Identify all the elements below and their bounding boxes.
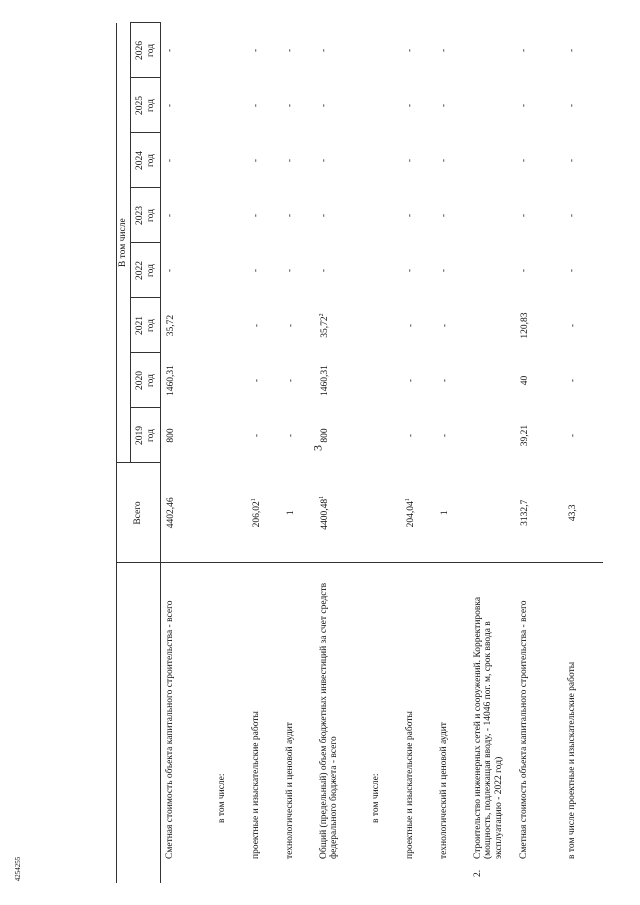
year-value: - bbox=[404, 268, 415, 273]
year-value: - bbox=[518, 103, 529, 108]
row-year-value bbox=[515, 133, 563, 188]
row-year-value bbox=[401, 353, 435, 408]
page-number: 3 bbox=[310, 445, 325, 451]
row-year-value bbox=[469, 408, 515, 463]
row-year-value bbox=[315, 408, 367, 463]
row-number bbox=[247, 863, 281, 883]
row-year-value bbox=[515, 78, 563, 133]
row-year-value bbox=[315, 78, 367, 133]
row-year-value bbox=[247, 353, 281, 408]
row-number bbox=[401, 863, 435, 883]
year-value: - bbox=[284, 103, 295, 108]
year-value: - bbox=[566, 48, 577, 53]
row-year-value bbox=[435, 133, 469, 188]
row-year-value bbox=[315, 23, 367, 78]
year-value: 35,72 bbox=[166, 314, 177, 337]
row-label: в том числе: bbox=[213, 563, 247, 863]
row-year-value bbox=[469, 298, 515, 353]
row-year-value bbox=[213, 408, 247, 463]
year-value: - bbox=[438, 158, 449, 163]
year-value: - bbox=[250, 48, 261, 53]
header-year: 2025 год bbox=[131, 78, 161, 133]
year-value: - bbox=[285, 433, 296, 438]
year-value: - bbox=[250, 158, 261, 163]
row-total-value: 1 bbox=[439, 510, 450, 516]
row-number bbox=[315, 863, 367, 883]
table-row bbox=[401, 23, 435, 883]
table-row bbox=[435, 23, 469, 883]
row-year-value bbox=[161, 78, 213, 133]
header-year: 2022 год bbox=[131, 243, 161, 298]
row-year-value bbox=[469, 78, 515, 133]
row-year-value bbox=[515, 23, 563, 78]
year-value: - bbox=[284, 158, 295, 163]
row-label: технологический и ценовой аудит bbox=[435, 563, 469, 863]
row-label: Общий (предельный) объем бюджетных инвестиций за счет средств федерального бюджета - всего bbox=[315, 563, 367, 863]
row-total bbox=[281, 463, 315, 563]
year-value: - bbox=[567, 378, 578, 383]
row-year-value bbox=[401, 298, 435, 353]
row-year-value bbox=[247, 133, 281, 188]
year-value: - bbox=[518, 213, 529, 218]
year-value: - bbox=[165, 103, 175, 108]
row-year-value bbox=[401, 408, 435, 463]
row-number: 2. bbox=[472, 869, 483, 877]
year-value: - bbox=[566, 158, 577, 163]
row-year-value bbox=[213, 243, 247, 298]
row-year-value bbox=[563, 23, 603, 78]
row-number bbox=[367, 863, 401, 883]
table-row bbox=[515, 23, 563, 883]
row-year-value bbox=[281, 188, 315, 243]
table-row bbox=[563, 23, 603, 883]
row-year-value bbox=[435, 298, 469, 353]
row-year-value bbox=[401, 133, 435, 188]
row-label: проектные и изыскательские работы bbox=[247, 563, 281, 863]
row-year-value bbox=[469, 353, 515, 408]
table-body bbox=[161, 23, 603, 883]
year-value: - bbox=[439, 433, 450, 438]
row-year-value bbox=[367, 243, 401, 298]
year-value: - bbox=[518, 48, 529, 53]
row-total bbox=[435, 463, 469, 563]
row-year-value bbox=[515, 298, 563, 353]
row-year-value bbox=[281, 408, 315, 463]
year-value: - bbox=[518, 268, 529, 273]
row-total bbox=[563, 463, 603, 563]
row-label: Сметная стоимость объекта капитального строительства - всего bbox=[515, 563, 563, 863]
row-year-value bbox=[315, 353, 367, 408]
year-value: - bbox=[405, 433, 416, 438]
row-total bbox=[469, 463, 515, 563]
footnote-marker: 2 bbox=[318, 313, 325, 317]
year-value: - bbox=[165, 268, 175, 273]
row-year-value bbox=[281, 298, 315, 353]
year-value: - bbox=[439, 323, 450, 328]
year-value: - bbox=[285, 378, 296, 383]
table-row bbox=[213, 23, 247, 883]
year-value: - bbox=[566, 268, 577, 273]
row-total bbox=[515, 463, 563, 563]
year-value: - bbox=[567, 323, 578, 328]
row-year-value bbox=[367, 78, 401, 133]
header-including: В том числе bbox=[117, 23, 131, 463]
header-year: 2024 год bbox=[131, 133, 161, 188]
budget-table bbox=[116, 22, 603, 883]
year-value: - bbox=[438, 213, 449, 218]
row-label: в том числе: bbox=[367, 563, 401, 863]
row-year-value bbox=[515, 243, 563, 298]
row-year-value bbox=[213, 353, 247, 408]
year-value: - bbox=[318, 213, 329, 218]
row-year-value bbox=[161, 408, 213, 463]
row-total bbox=[161, 463, 213, 563]
row-year-value bbox=[247, 243, 281, 298]
year-value: - bbox=[404, 158, 415, 163]
row-total-value: 1 bbox=[285, 510, 296, 516]
row-year-value bbox=[469, 133, 515, 188]
header-year: 2023 год bbox=[131, 188, 161, 243]
row-year-value bbox=[161, 243, 213, 298]
year-value: 35,72 bbox=[319, 316, 330, 338]
year-value: - bbox=[284, 48, 295, 53]
row-number bbox=[435, 863, 469, 883]
row-year-value bbox=[563, 408, 603, 463]
row-year-value bbox=[161, 353, 213, 408]
header-year: 2021 год bbox=[131, 298, 161, 353]
year-value: - bbox=[518, 158, 529, 163]
row-total-value: 4402,46 bbox=[166, 497, 177, 529]
row-year-value bbox=[367, 133, 401, 188]
row-year-value bbox=[281, 353, 315, 408]
row-total bbox=[401, 463, 435, 563]
row-year-value bbox=[435, 188, 469, 243]
year-value: 800 bbox=[319, 428, 330, 443]
rotated-table-container bbox=[116, 23, 578, 883]
row-year-value bbox=[315, 133, 367, 188]
year-value: 120,83 bbox=[519, 312, 530, 339]
footnote-marker: 1 bbox=[250, 498, 257, 502]
row-year-value bbox=[367, 353, 401, 408]
row-year-value bbox=[367, 298, 401, 353]
year-value: - bbox=[318, 103, 329, 108]
row-year-value bbox=[401, 243, 435, 298]
row-year-value bbox=[563, 298, 603, 353]
row-total bbox=[367, 463, 401, 563]
row-year-value bbox=[367, 408, 401, 463]
row-year-value bbox=[315, 188, 367, 243]
row-label: в том числе проектные и изыскательские работы bbox=[563, 563, 603, 863]
year-value: - bbox=[439, 378, 450, 383]
row-label: Строительство инженерных сетей и сооружений. Корректировка (мощность, подлежащая вводу, - 14046 пог. м, срок ввода в эксплуатацию - 2022 год) bbox=[469, 563, 515, 863]
row-year-value bbox=[315, 243, 367, 298]
row-year-value bbox=[563, 353, 603, 408]
year-value: - bbox=[165, 158, 175, 163]
row-year-value bbox=[281, 78, 315, 133]
row-total-value: 4400,48 bbox=[319, 498, 330, 530]
row-year-value bbox=[435, 243, 469, 298]
row-total bbox=[247, 463, 281, 563]
year-value: - bbox=[251, 323, 262, 328]
row-year-value bbox=[469, 243, 515, 298]
year-value: - bbox=[284, 268, 295, 273]
row-year-value bbox=[213, 23, 247, 78]
row-year-value bbox=[469, 23, 515, 78]
year-value: - bbox=[251, 378, 262, 383]
row-total-value: 43,3 bbox=[567, 504, 578, 522]
year-value: - bbox=[250, 268, 261, 273]
table-row bbox=[247, 23, 281, 883]
year-value: 1460,31 bbox=[166, 365, 177, 396]
year-value: - bbox=[438, 48, 449, 53]
table-row bbox=[367, 23, 401, 883]
year-value: - bbox=[405, 323, 416, 328]
row-year-value bbox=[213, 298, 247, 353]
row-year-value bbox=[281, 243, 315, 298]
year-value: - bbox=[165, 213, 175, 218]
row-year-value bbox=[515, 353, 563, 408]
row-year-value bbox=[213, 133, 247, 188]
row-year-value bbox=[161, 23, 213, 78]
row-year-value bbox=[161, 298, 213, 353]
footnote-marker: 1 bbox=[404, 498, 411, 502]
year-value: - bbox=[438, 103, 449, 108]
year-value: 1460,31 bbox=[319, 365, 330, 396]
year-value: 40 bbox=[519, 375, 530, 386]
table-row bbox=[161, 23, 213, 883]
row-year-value bbox=[401, 23, 435, 78]
row-total-value: 206,02 bbox=[251, 501, 262, 528]
year-value: - bbox=[318, 48, 329, 53]
row-year-value bbox=[435, 408, 469, 463]
year-value: - bbox=[285, 323, 296, 328]
header-year: 2020 год bbox=[131, 353, 161, 408]
year-value: - bbox=[405, 378, 416, 383]
row-year-value bbox=[435, 23, 469, 78]
year-value: - bbox=[250, 213, 261, 218]
year-value: - bbox=[318, 268, 329, 273]
row-year-value bbox=[367, 23, 401, 78]
row-year-value bbox=[367, 188, 401, 243]
row-year-value bbox=[563, 188, 603, 243]
row-label: технологический и ценовой аудит bbox=[281, 563, 315, 863]
year-value: - bbox=[318, 158, 329, 163]
row-label: Сметная стоимость объекта капитального строительства - всего bbox=[161, 563, 213, 863]
table-header bbox=[117, 23, 161, 883]
year-value: - bbox=[566, 103, 577, 108]
year-value: - bbox=[404, 48, 415, 53]
row-year-value bbox=[213, 78, 247, 133]
year-value: 39,21 bbox=[519, 424, 530, 447]
row-total bbox=[213, 463, 247, 563]
table-row bbox=[469, 23, 515, 883]
year-value: - bbox=[251, 433, 262, 438]
footnote-marker: 1 bbox=[318, 495, 325, 499]
header-year: 2026 год bbox=[131, 23, 161, 78]
row-year-value bbox=[515, 188, 563, 243]
row-label: проектные и изыскательские работы bbox=[401, 563, 435, 863]
row-year-value bbox=[469, 188, 515, 243]
row-year-value bbox=[563, 133, 603, 188]
row-year-value bbox=[563, 78, 603, 133]
row-year-value bbox=[247, 408, 281, 463]
year-value: - bbox=[404, 103, 415, 108]
row-number bbox=[213, 863, 247, 883]
year-value: - bbox=[567, 433, 578, 438]
row-year-value bbox=[435, 353, 469, 408]
row-year-value bbox=[435, 78, 469, 133]
year-value: - bbox=[250, 103, 261, 108]
row-total-value: 3132,7 bbox=[519, 499, 530, 526]
row-year-value bbox=[247, 78, 281, 133]
row-year-value bbox=[247, 23, 281, 78]
table-row bbox=[281, 23, 315, 883]
row-year-value bbox=[315, 298, 367, 353]
table-row bbox=[315, 23, 367, 883]
row-year-value bbox=[161, 133, 213, 188]
header-year: 2019 год bbox=[131, 408, 161, 463]
header-total: Всего bbox=[117, 463, 161, 563]
year-value: - bbox=[404, 213, 415, 218]
row-year-value bbox=[247, 188, 281, 243]
row-year-value bbox=[161, 188, 213, 243]
row-total bbox=[315, 463, 367, 563]
row-year-value bbox=[281, 133, 315, 188]
year-value: 800 bbox=[166, 428, 177, 443]
row-year-value bbox=[515, 408, 563, 463]
row-year-value bbox=[563, 243, 603, 298]
row-number bbox=[281, 863, 315, 883]
row-year-value bbox=[213, 188, 247, 243]
year-value: - bbox=[438, 268, 449, 273]
row-number bbox=[515, 863, 563, 883]
document-id: 4254255 bbox=[14, 856, 22, 882]
row-total-value: 204,04 bbox=[405, 501, 416, 528]
year-value: - bbox=[566, 213, 577, 218]
year-value: - bbox=[284, 213, 295, 218]
row-year-value bbox=[247, 298, 281, 353]
row-year-value bbox=[281, 23, 315, 78]
year-value: - bbox=[165, 48, 175, 53]
row-number bbox=[161, 863, 213, 883]
header-empty bbox=[117, 563, 161, 883]
row-number bbox=[563, 863, 603, 883]
row-year-value bbox=[401, 188, 435, 243]
row-year-value bbox=[401, 78, 435, 133]
